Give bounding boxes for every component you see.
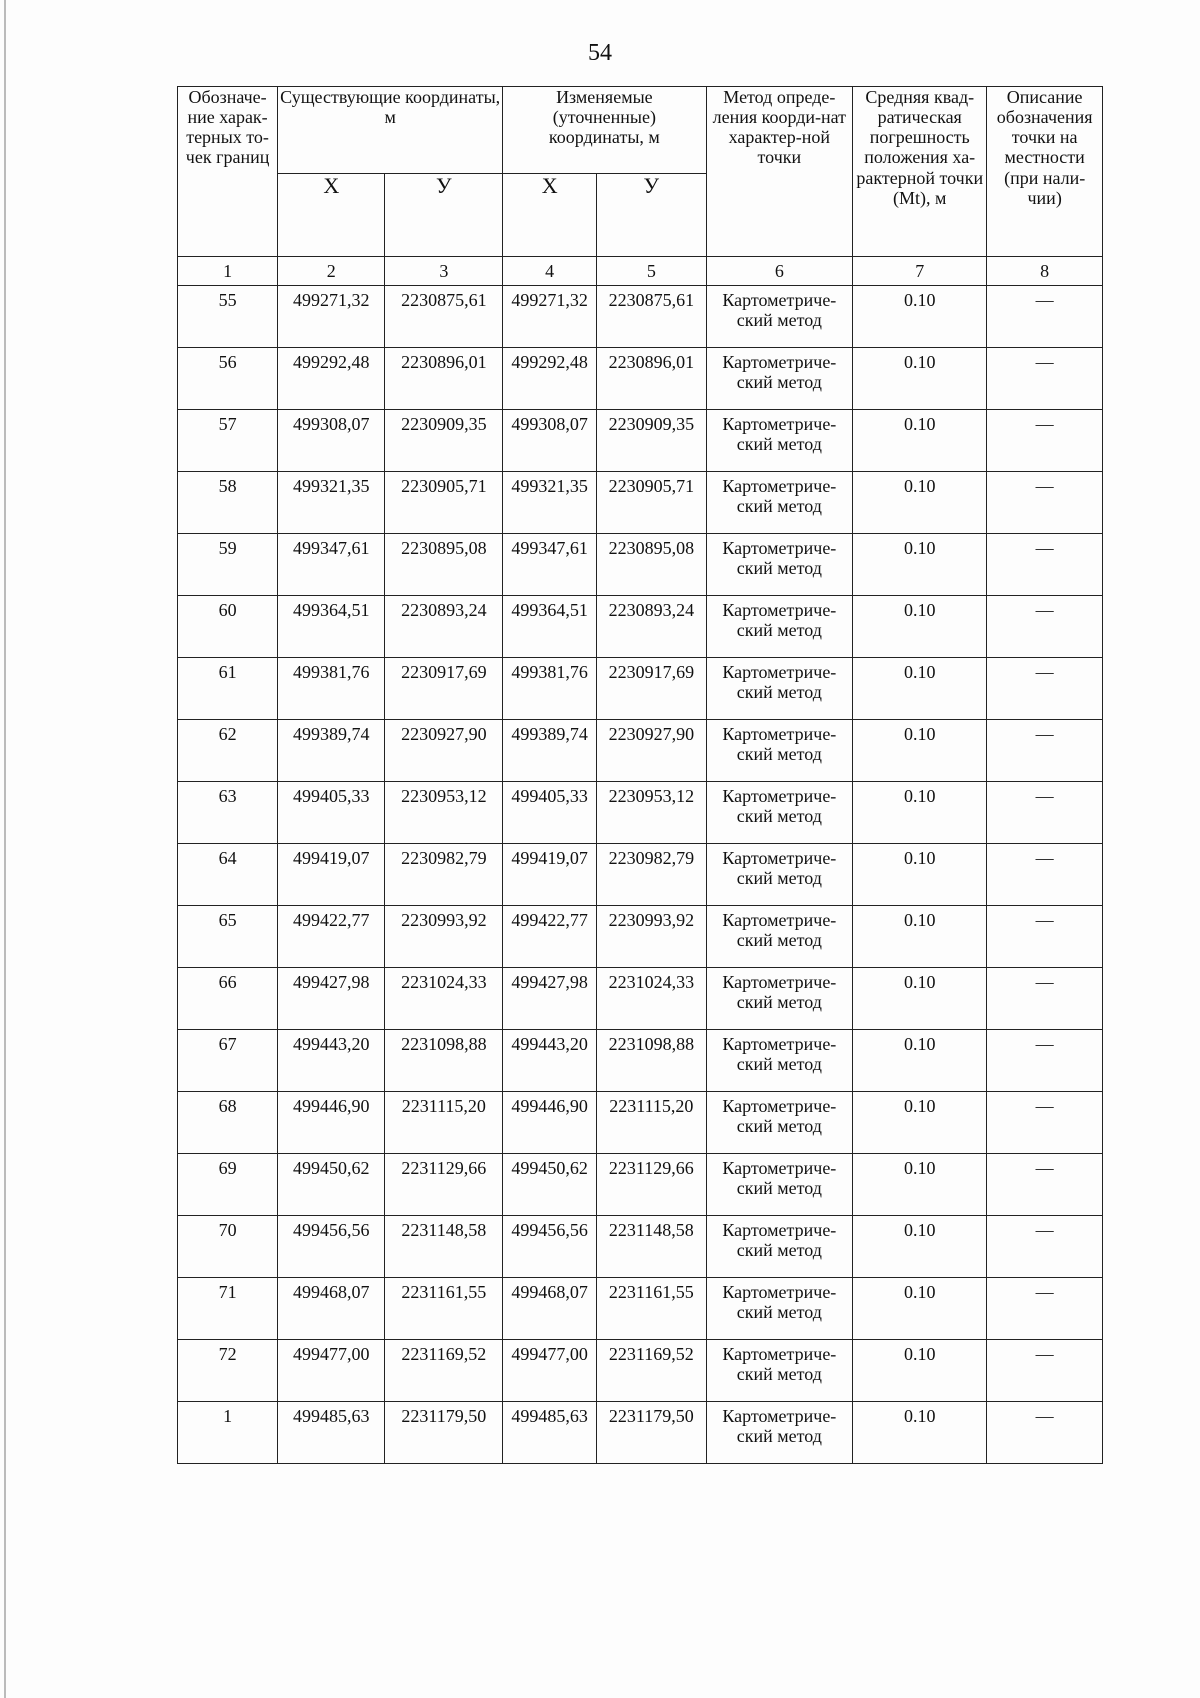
table-row	[178, 968, 1103, 1030]
existing-y-cell: 2231148,58	[385, 1216, 503, 1278]
header-mean-square-error: Средняя квад-ратическая погрешность положения ха-рактерной точки (Mt), м	[853, 87, 987, 257]
column-number: 2	[278, 257, 385, 286]
mean-square-error-cell: 0.10	[853, 720, 987, 782]
existing-x-cell: 499381,76	[278, 658, 385, 720]
table-body	[178, 286, 1103, 1464]
point-number-cell: 63	[178, 782, 278, 844]
description-cell: —	[987, 1030, 1103, 1092]
column-number: 6	[706, 257, 853, 286]
point-number-cell: 69	[178, 1154, 278, 1216]
table-row	[178, 1154, 1103, 1216]
point-number-cell: 60	[178, 596, 278, 658]
mean-square-error-cell: 0.10	[853, 472, 987, 534]
description-cell: —	[987, 906, 1103, 968]
changed-x-cell: 499364,51	[503, 596, 597, 658]
method-cell: Картометриче-ский метод	[706, 1154, 853, 1216]
table-row	[178, 906, 1103, 968]
point-number-cell: 61	[178, 658, 278, 720]
changed-x-cell: 499468,07	[503, 1278, 597, 1340]
mean-square-error-cell: 0.10	[853, 844, 987, 906]
changed-x-cell: 499347,61	[503, 534, 597, 596]
changed-y-cell: 2230896,01	[597, 348, 706, 410]
existing-x-cell: 499321,35	[278, 472, 385, 534]
method-cell: Картометриче-ский метод	[706, 782, 853, 844]
header-existing-x: Х	[278, 174, 385, 257]
existing-x-cell: 499364,51	[278, 596, 385, 658]
method-cell: Картометриче-ский метод	[706, 472, 853, 534]
method-cell: Картометриче-ский метод	[706, 658, 853, 720]
mean-square-error-cell: 0.10	[853, 1340, 987, 1402]
changed-y-cell: 2231129,66	[597, 1154, 706, 1216]
point-number-cell: 66	[178, 968, 278, 1030]
existing-y-cell: 2230909,35	[385, 410, 503, 472]
table-row	[178, 782, 1103, 844]
header-changed-x: Х	[503, 174, 597, 257]
point-number-cell: 59	[178, 534, 278, 596]
existing-x-cell: 499427,98	[278, 968, 385, 1030]
point-number-cell: 56	[178, 348, 278, 410]
table-row	[178, 720, 1103, 782]
existing-x-cell: 499292,48	[278, 348, 385, 410]
changed-y-cell: 2230893,24	[597, 596, 706, 658]
description-cell: —	[987, 1092, 1103, 1154]
description-cell: —	[987, 720, 1103, 782]
method-cell: Картометриче-ский метод	[706, 596, 853, 658]
changed-x-cell: 499389,74	[503, 720, 597, 782]
existing-y-cell: 2230917,69	[385, 658, 503, 720]
existing-y-cell: 2230895,08	[385, 534, 503, 596]
existing-x-cell: 499271,32	[278, 286, 385, 348]
point-number-cell: 64	[178, 844, 278, 906]
point-number-cell: 57	[178, 410, 278, 472]
changed-y-cell: 2230909,35	[597, 410, 706, 472]
method-cell: Картометриче-ский метод	[706, 968, 853, 1030]
changed-y-cell: 2230875,61	[597, 286, 706, 348]
changed-y-cell: 2230953,12	[597, 782, 706, 844]
description-cell: —	[987, 1340, 1103, 1402]
existing-x-cell: 499477,00	[278, 1340, 385, 1402]
method-cell: Картометриче-ский метод	[706, 1340, 853, 1402]
table-row	[178, 410, 1103, 472]
changed-x-cell: 499477,00	[503, 1340, 597, 1402]
existing-y-cell: 2230993,92	[385, 906, 503, 968]
table-row	[178, 1216, 1103, 1278]
column-number: 4	[503, 257, 597, 286]
mean-square-error-cell: 0.10	[853, 410, 987, 472]
description-cell: —	[987, 286, 1103, 348]
changed-x-cell: 499419,07	[503, 844, 597, 906]
point-number-cell: 67	[178, 1030, 278, 1092]
method-cell: Картометриче-ский метод	[706, 720, 853, 782]
mean-square-error-cell: 0.10	[853, 1092, 987, 1154]
description-cell: —	[987, 348, 1103, 410]
changed-y-cell: 2231098,88	[597, 1030, 706, 1092]
changed-y-cell: 2231024,33	[597, 968, 706, 1030]
description-cell: —	[987, 1154, 1103, 1216]
method-cell: Картометриче-ский метод	[706, 348, 853, 410]
changed-x-cell: 499321,35	[503, 472, 597, 534]
mean-square-error-cell: 0.10	[853, 1154, 987, 1216]
mean-square-error-cell: 0.10	[853, 1216, 987, 1278]
changed-y-cell: 2230982,79	[597, 844, 706, 906]
mean-square-error-cell: 0.10	[853, 286, 987, 348]
changed-x-cell: 499456,56	[503, 1216, 597, 1278]
changed-y-cell: 2231115,20	[597, 1092, 706, 1154]
table-row	[178, 286, 1103, 348]
changed-x-cell: 499446,90	[503, 1092, 597, 1154]
existing-y-cell: 2231115,20	[385, 1092, 503, 1154]
mean-square-error-cell: 0.10	[853, 1278, 987, 1340]
existing-x-cell: 499443,20	[278, 1030, 385, 1092]
point-number-cell: 68	[178, 1092, 278, 1154]
existing-x-cell: 499485,63	[278, 1402, 385, 1464]
column-number: 5	[597, 257, 706, 286]
point-number-cell: 55	[178, 286, 278, 348]
changed-x-cell: 499422,77	[503, 906, 597, 968]
changed-y-cell: 2230917,69	[597, 658, 706, 720]
mean-square-error-cell: 0.10	[853, 1402, 987, 1464]
changed-y-cell: 2231161,55	[597, 1278, 706, 1340]
changed-x-cell: 499405,33	[503, 782, 597, 844]
changed-x-cell: 499427,98	[503, 968, 597, 1030]
method-cell: Картометриче-ский метод	[706, 1092, 853, 1154]
description-cell: —	[987, 1278, 1103, 1340]
point-number-cell: 62	[178, 720, 278, 782]
table-row	[178, 596, 1103, 658]
table-row	[178, 1402, 1103, 1464]
mean-square-error-cell: 0.10	[853, 1030, 987, 1092]
changed-y-cell: 2230993,92	[597, 906, 706, 968]
column-number: 8	[987, 257, 1103, 286]
changed-x-cell: 499271,32	[503, 286, 597, 348]
existing-x-cell: 499389,74	[278, 720, 385, 782]
method-cell: Картометриче-ский метод	[706, 410, 853, 472]
existing-y-cell: 2230953,12	[385, 782, 503, 844]
method-cell: Картометриче-ский метод	[706, 534, 853, 596]
mean-square-error-cell: 0.10	[853, 968, 987, 1030]
column-number: 1	[178, 257, 278, 286]
method-cell: Картометриче-ский метод	[706, 286, 853, 348]
header-changed-coordinates: Изменяемые (уточненные) координаты, м	[503, 87, 706, 174]
method-cell: Картометриче-ский метод	[706, 1278, 853, 1340]
description-cell: —	[987, 968, 1103, 1030]
table-row	[178, 1278, 1103, 1340]
changed-x-cell: 499308,07	[503, 410, 597, 472]
existing-y-cell: 2230875,61	[385, 286, 503, 348]
description-cell: —	[987, 844, 1103, 906]
existing-y-cell: 2231169,52	[385, 1340, 503, 1402]
existing-y-cell: 2230927,90	[385, 720, 503, 782]
mean-square-error-cell: 0.10	[853, 596, 987, 658]
changed-x-cell: 499485,63	[503, 1402, 597, 1464]
description-cell: —	[987, 782, 1103, 844]
changed-x-cell: 499443,20	[503, 1030, 597, 1092]
column-number: 3	[385, 257, 503, 286]
table-row	[178, 658, 1103, 720]
existing-x-cell: 499450,62	[278, 1154, 385, 1216]
header-point-description: Описание обозначения точки на местности (при нали-чии)	[987, 87, 1103, 257]
description-cell: —	[987, 410, 1103, 472]
table-row	[178, 1092, 1103, 1154]
changed-x-cell: 499450,62	[503, 1154, 597, 1216]
existing-y-cell: 2231129,66	[385, 1154, 503, 1216]
existing-x-cell: 499422,77	[278, 906, 385, 968]
changed-x-cell: 499292,48	[503, 348, 597, 410]
page-edge-line	[4, 0, 6, 1698]
existing-y-cell: 2230905,71	[385, 472, 503, 534]
method-cell: Картометриче-ский метод	[706, 906, 853, 968]
header-method: Метод опреде-ления коорди-нат характер-ной точки	[706, 87, 853, 257]
description-cell: —	[987, 1402, 1103, 1464]
table-row	[178, 534, 1103, 596]
existing-y-cell: 2230982,79	[385, 844, 503, 906]
point-number-cell: 70	[178, 1216, 278, 1278]
page-number: 54	[588, 40, 612, 66]
mean-square-error-cell: 0.10	[853, 658, 987, 720]
existing-y-cell: 2231161,55	[385, 1278, 503, 1340]
changed-y-cell: 2231169,52	[597, 1340, 706, 1402]
changed-y-cell: 2231179,50	[597, 1402, 706, 1464]
point-number-cell: 58	[178, 472, 278, 534]
column-number: 7	[853, 257, 987, 286]
existing-x-cell: 499308,07	[278, 410, 385, 472]
column-numbers-row	[178, 257, 1103, 286]
table-row	[178, 844, 1103, 906]
method-cell: Картометриче-ский метод	[706, 1030, 853, 1092]
point-number-cell: 71	[178, 1278, 278, 1340]
mean-square-error-cell: 0.10	[853, 534, 987, 596]
table-row	[178, 472, 1103, 534]
existing-y-cell: 2231179,50	[385, 1402, 503, 1464]
header-point: Обозначе-ние харак-терных то-чек границ	[178, 87, 278, 257]
point-number-cell: 1	[178, 1402, 278, 1464]
existing-y-cell: 2230893,24	[385, 596, 503, 658]
existing-x-cell: 499419,07	[278, 844, 385, 906]
header-changed-y: У	[597, 174, 706, 257]
existing-y-cell: 2230896,01	[385, 348, 503, 410]
description-cell: —	[987, 472, 1103, 534]
changed-y-cell: 2230927,90	[597, 720, 706, 782]
existing-x-cell: 499456,56	[278, 1216, 385, 1278]
mean-square-error-cell: 0.10	[853, 348, 987, 410]
existing-y-cell: 2231024,33	[385, 968, 503, 1030]
changed-x-cell: 499381,76	[503, 658, 597, 720]
existing-y-cell: 2231098,88	[385, 1030, 503, 1092]
table-row	[178, 348, 1103, 410]
coordinates-table	[177, 86, 1103, 1464]
header-existing-y: У	[385, 174, 503, 257]
description-cell: —	[987, 658, 1103, 720]
header-existing-coordinates: Существующие координаты, м	[278, 87, 503, 174]
description-cell: —	[987, 596, 1103, 658]
existing-x-cell: 499468,07	[278, 1278, 385, 1340]
table-row	[178, 1340, 1103, 1402]
existing-x-cell: 499446,90	[278, 1092, 385, 1154]
point-number-cell: 65	[178, 906, 278, 968]
mean-square-error-cell: 0.10	[853, 906, 987, 968]
changed-y-cell: 2231148,58	[597, 1216, 706, 1278]
mean-square-error-cell: 0.10	[853, 782, 987, 844]
existing-x-cell: 499347,61	[278, 534, 385, 596]
method-cell: Картометриче-ский метод	[706, 1402, 853, 1464]
description-cell: —	[987, 534, 1103, 596]
table-row	[178, 1030, 1103, 1092]
changed-y-cell: 2230895,08	[597, 534, 706, 596]
description-cell: —	[987, 1216, 1103, 1278]
point-number-cell: 72	[178, 1340, 278, 1402]
method-cell: Картометриче-ский метод	[706, 844, 853, 906]
existing-x-cell: 499405,33	[278, 782, 385, 844]
method-cell: Картометриче-ский метод	[706, 1216, 853, 1278]
changed-y-cell: 2230905,71	[597, 472, 706, 534]
